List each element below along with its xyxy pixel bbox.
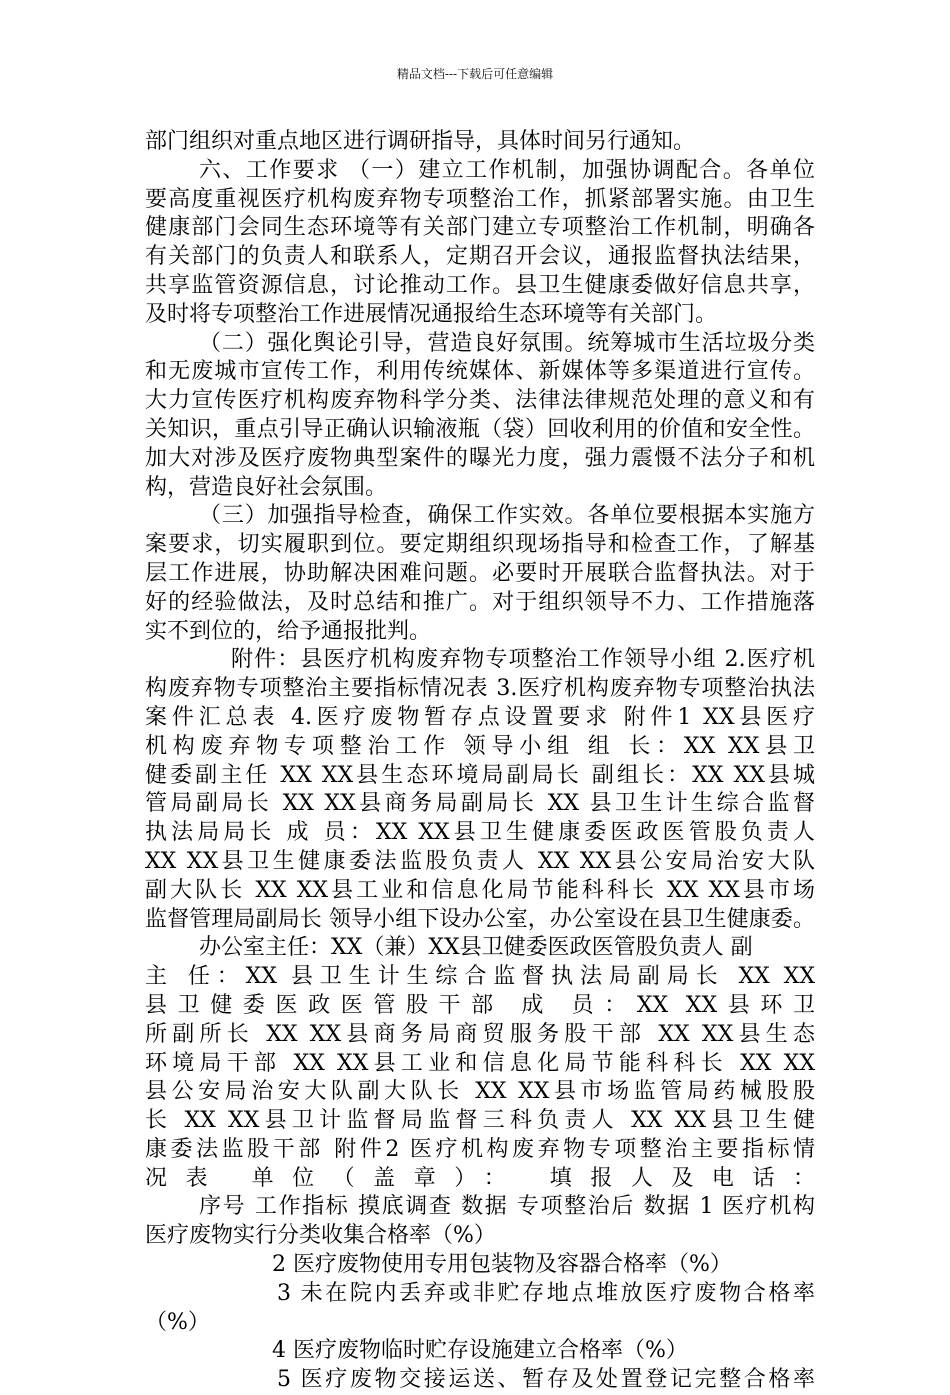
text-line: 六、工作要求 （一）建立工作机制，加强协调配合。各单位 (199, 157, 815, 183)
text-line: 和无废城市宣传工作，利用传统媒体、新媒体等多渠道进行宣传。 (145, 359, 815, 385)
text-line: 案要求，切实履职到位。要定期组织现场指导和检查工作，了解基 (145, 532, 815, 558)
text-line: 县卫健委医政医管股干部 成 员：XX XX县环卫 (145, 992, 815, 1018)
text-line: 共享监管资源信息，讨论推动工作。县卫生健康委做好信息共享， (145, 272, 815, 298)
text-line: 况表 单位（盖章）： 填报人及电话： (145, 1165, 815, 1191)
text-line: 监督管理局副局长 领导小组下设办公室，办公室设在县卫生健康委。 (145, 906, 815, 932)
text-line: 实不到位的，给予通报批判。 (145, 618, 432, 644)
text-line: 管局副局长 XX XX县商务局副局长 XX 县卫生计生综合监督 (145, 791, 815, 817)
text-line: 4 医疗废物临时贮存设施建立合格率（%） (272, 1338, 688, 1364)
text-line: 关知识，重点引导正确认识输液瓶（袋）回收利用的价值和安全性。 (145, 416, 815, 442)
text-line: 序号 工作指标 摸底调查 数据 专项整治后 数据 1 医疗机构 (199, 1194, 815, 1220)
text-line: 要高度重视医疗机构废弃物专项整治工作，抓紧部署实施。由卫生 (145, 186, 815, 212)
text-line: 层工作进展，协助解决困难问题。必要时开展联合监督执法。对于 (145, 560, 815, 586)
text-line: 3 未在院内丢弃或非贮存地点堆放医疗废物合格率 (277, 1280, 815, 1306)
text-line: （%） (145, 1309, 210, 1335)
text-line: 附件：县医疗机构废弃物专项整治工作领导小组 2.医疗机 (231, 647, 815, 673)
text-line: 有关部门的负责人和联系人，定期召开会议，通报监督执法结果， (145, 244, 815, 270)
text-line: XX XX县卫生健康委法监股负责人 XX XX县公安局治安大队 (145, 848, 815, 874)
text-line: 好的经验做法，及时总结和推广。对于组织领导不力、工作措施落 (145, 589, 815, 615)
text-line: 案件汇总表 4.医疗废物暂存点设置要求 附件1 XX县医疗 (145, 704, 815, 730)
text-line: 构废弃物专项整治主要指标情况表 3.医疗机构废弃物专项整治执法 (145, 676, 815, 702)
text-line: 医疗废物实行分类收集合格率（%） (145, 1223, 496, 1249)
text-line: 执法局局长 成 员：XX XX县卫生健康委医政医管股负责人 (145, 820, 815, 846)
text-line: 及时将专项整治工作进展情况通报给生态环境等有关部门。 (145, 301, 718, 327)
text-line: 构，营造良好社会氛围。 (145, 474, 388, 500)
text-line: 康委法监股干部 附件2 医疗机构废弃物专项整治主要指标情 (145, 1136, 815, 1162)
text-line: （三）加强指导检查，确保工作实效。各单位要根据本实施方 (199, 503, 815, 529)
text-line: 部门组织对重点地区进行调研指导，具体时间另行通知。 (145, 129, 696, 154)
text-line: 环境局干部 XX XX县工业和信息化局节能科科长 XX XX (145, 1050, 815, 1076)
text-line: 大力宣传医疗机构废弃物科学分类、法律法律规范处理的意义和有 (145, 388, 815, 414)
page-header: 精品文档---下载后可任意编辑 (396, 67, 554, 81)
text-line: 主 任：XX 县卫生计生综合监督执法局副局长 XX XX (145, 964, 815, 990)
text-line: 健委副主任 XX XX县生态环境局副局长 副组长：XX XX县城 (145, 762, 815, 788)
text-line: 办公室主任：XX（兼）XX县卫健委医政医管股负责人 副 (199, 935, 753, 961)
text-line: 2 医疗废物使用专用包装物及容器合格率（%） (272, 1252, 732, 1278)
text-line: 加大对涉及医疗废物典型案件的曝光力度，强力震慑不法分子和机 (145, 445, 815, 471)
text-line: 所副所长 XX XX县商务局商贸服务股干部 XX XX县生态 (145, 1021, 815, 1047)
text-line: 县公安局治安大队副大队长 XX XX县市场监管局药械股股 (145, 1079, 815, 1105)
document-body (145, 128, 815, 1395)
text-line: 长 XX XX县卫计监督局监督三科负责人 XX XX县卫生健 (145, 1108, 815, 1134)
text-line: 副大队长 XX XX县工业和信息化局节能科科长 XX XX县市场 (145, 877, 815, 903)
text-line: 机构废弃物专项整治工作 领导小组 组 长：XX XX县卫 (145, 733, 815, 759)
text-line: 健康部门会同生态环境等有关部门建立专项整治工作机制，明确各 (145, 215, 815, 241)
text-line: （二）强化舆论引导，营造良好氛围。统筹城市生活垃圾分类 (199, 330, 815, 356)
text-line: 5 医疗废物交接运送、暂存及处置登记完整合格率 (277, 1367, 815, 1393)
